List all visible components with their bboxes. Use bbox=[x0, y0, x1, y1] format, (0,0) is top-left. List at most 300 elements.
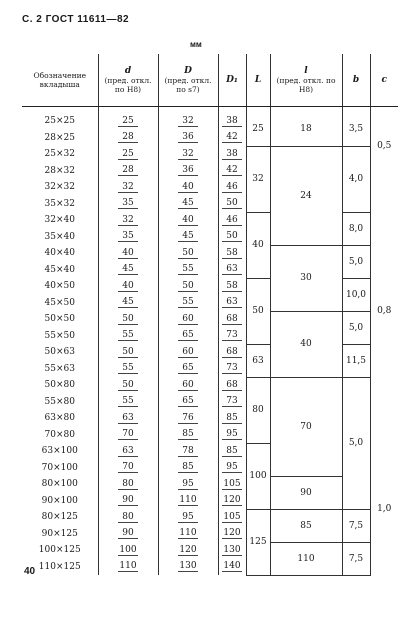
cell-d bbox=[98, 245, 158, 262]
cell-l bbox=[270, 542, 342, 575]
cell-D-value: 32 bbox=[178, 149, 198, 160]
cell-l-value: 30 bbox=[300, 273, 312, 283]
table-row bbox=[22, 245, 398, 262]
cell-D-value: 85 bbox=[178, 462, 198, 473]
cell-d bbox=[98, 361, 158, 378]
cell-d-value: 70 bbox=[118, 462, 138, 473]
cell-name-value: 110×125 bbox=[38, 561, 81, 572]
cell-D bbox=[158, 344, 218, 361]
cell-D1-value: 50 bbox=[222, 198, 242, 209]
cell-d bbox=[98, 427, 158, 444]
cell-D1-value: 130 bbox=[223, 544, 241, 555]
cell-d-value: 90 bbox=[118, 528, 138, 539]
cell-d-value: 110 bbox=[119, 561, 137, 572]
cell-name-value: 35×32 bbox=[44, 198, 75, 209]
table-row bbox=[22, 311, 398, 328]
cell-b-value: 5,0 bbox=[348, 256, 364, 267]
cell-d bbox=[98, 179, 158, 196]
cell-l-value: 85 bbox=[300, 520, 312, 531]
table-row bbox=[22, 344, 398, 361]
cell-b bbox=[342, 542, 370, 575]
cell-D1 bbox=[218, 212, 246, 229]
cell-d-value: 40 bbox=[118, 281, 138, 292]
cell-name-value: 28×32 bbox=[44, 165, 75, 176]
cell-name-value: 35×40 bbox=[44, 231, 75, 242]
cell-name-value: 80×125 bbox=[41, 512, 78, 523]
cell-name bbox=[22, 262, 98, 279]
cell-D1 bbox=[218, 476, 246, 493]
cell-name-value: 63×80 bbox=[44, 413, 75, 424]
cell-D-value: 85 bbox=[178, 429, 198, 440]
table-row bbox=[22, 377, 398, 394]
cell-D bbox=[158, 295, 218, 312]
cell-L bbox=[246, 212, 270, 278]
cell-c bbox=[370, 443, 398, 575]
cell-c-value: 0,5 bbox=[377, 141, 392, 151]
document-header: С. 2 ГОСТ 11611—82 bbox=[22, 14, 130, 25]
cell-name-value: 25×32 bbox=[44, 149, 75, 160]
cell-l bbox=[270, 311, 342, 377]
cell-name bbox=[22, 410, 98, 427]
col-header-D1: D₁ bbox=[218, 54, 246, 107]
table-body bbox=[22, 113, 398, 575]
cell-D bbox=[158, 245, 218, 262]
cell-d-value: 28 bbox=[118, 132, 138, 143]
cell-d bbox=[98, 311, 158, 328]
cell-D bbox=[158, 460, 218, 477]
cell-b-value: 10,0 bbox=[345, 289, 367, 300]
cell-L-value: 32 bbox=[252, 174, 264, 184]
cell-D1-value: 42 bbox=[222, 165, 242, 176]
cell-name bbox=[22, 394, 98, 411]
cell-d-value: 50 bbox=[118, 380, 138, 391]
cell-d-value: 55 bbox=[118, 363, 138, 374]
cell-c-value: 1,0 bbox=[377, 504, 392, 514]
cell-l-value: 90 bbox=[300, 487, 312, 498]
cell-name bbox=[22, 328, 98, 345]
cell-l bbox=[270, 146, 342, 245]
cell-name-value: 40×40 bbox=[44, 248, 75, 259]
cell-D1-value: 38 bbox=[222, 149, 242, 160]
cell-D-value: 110 bbox=[179, 528, 197, 539]
cell-D1-value: 68 bbox=[222, 347, 242, 358]
cell-name-value: 28×25 bbox=[44, 132, 75, 143]
cell-d bbox=[98, 295, 158, 312]
cell-d-value: 100 bbox=[119, 544, 137, 555]
cell-L bbox=[246, 278, 270, 344]
cell-D bbox=[158, 476, 218, 493]
cell-L-value: 80 bbox=[252, 405, 264, 415]
cell-d bbox=[98, 377, 158, 394]
cell-D1 bbox=[218, 509, 246, 526]
cell-L-value: 125 bbox=[249, 537, 267, 547]
cell-name bbox=[22, 493, 98, 510]
cell-name bbox=[22, 245, 98, 262]
cell-name bbox=[22, 526, 98, 543]
cell-d bbox=[98, 493, 158, 510]
cell-D1-value: 63 bbox=[222, 297, 242, 308]
cell-D1-value: 85 bbox=[222, 413, 242, 424]
cell-c bbox=[370, 113, 398, 179]
cell-name-value: 32×32 bbox=[44, 182, 75, 193]
cell-d-value: 80 bbox=[118, 512, 138, 523]
cell-L bbox=[246, 509, 270, 575]
cell-D1 bbox=[218, 361, 246, 378]
cell-l bbox=[270, 509, 342, 542]
cell-D bbox=[158, 130, 218, 147]
cell-D1 bbox=[218, 113, 246, 130]
cell-d-value: 70 bbox=[118, 429, 138, 440]
cell-d bbox=[98, 559, 158, 576]
cell-D-value: 60 bbox=[178, 347, 198, 358]
cell-D1 bbox=[218, 278, 246, 295]
cell-D bbox=[158, 361, 218, 378]
table-row bbox=[22, 212, 398, 229]
cell-D bbox=[158, 542, 218, 559]
col-header-l: l (пред. откл. по Н8) bbox=[270, 54, 342, 107]
cell-D-value: 78 bbox=[178, 446, 198, 457]
cell-b bbox=[342, 278, 370, 311]
cell-D1 bbox=[218, 262, 246, 279]
cell-name bbox=[22, 427, 98, 444]
table-header-row bbox=[22, 54, 398, 107]
page-number: 40 bbox=[24, 566, 36, 577]
cell-D1-value: 58 bbox=[222, 281, 242, 292]
cell-D1 bbox=[218, 344, 246, 361]
cell-l-value: 18 bbox=[300, 124, 312, 135]
cell-D bbox=[158, 113, 218, 130]
cell-name bbox=[22, 179, 98, 196]
cell-D1 bbox=[218, 460, 246, 477]
cell-d bbox=[98, 542, 158, 559]
cell-b bbox=[342, 509, 370, 542]
cell-d bbox=[98, 509, 158, 526]
cell-name bbox=[22, 278, 98, 295]
cell-l bbox=[270, 476, 342, 509]
cell-name bbox=[22, 344, 98, 361]
col-header-c: c bbox=[370, 54, 398, 107]
col-header-L: L bbox=[246, 54, 270, 107]
cell-name-value: 90×125 bbox=[41, 528, 78, 539]
cell-b-value: 11,5 bbox=[345, 355, 367, 366]
cell-name-value: 25×25 bbox=[44, 116, 75, 127]
cell-d bbox=[98, 476, 158, 493]
cell-name-value: 50×63 bbox=[44, 347, 75, 358]
cell-l bbox=[270, 113, 342, 146]
cell-D1 bbox=[218, 311, 246, 328]
cell-D1 bbox=[218, 245, 246, 262]
cell-name-value: 90×100 bbox=[41, 495, 78, 506]
cell-name bbox=[22, 361, 98, 378]
cell-L bbox=[246, 377, 270, 443]
cell-d-value: 32 bbox=[118, 215, 138, 226]
cell-b bbox=[342, 113, 370, 146]
cell-L-value: 25 bbox=[252, 124, 264, 135]
cell-b-value: 5,0 bbox=[348, 322, 364, 333]
cell-D-value: 36 bbox=[178, 132, 198, 143]
dimensions-table bbox=[22, 54, 398, 576]
table-row bbox=[22, 476, 398, 493]
cell-D bbox=[158, 410, 218, 427]
cell-name bbox=[22, 146, 98, 163]
cell-L bbox=[246, 146, 270, 212]
cell-d-value: 35 bbox=[118, 231, 138, 242]
cell-D1 bbox=[218, 196, 246, 213]
cell-d-value: 55 bbox=[118, 330, 138, 341]
cell-D1-value: 120 bbox=[223, 495, 241, 506]
cell-D1-value: 68 bbox=[222, 380, 242, 391]
cell-d-value: 55 bbox=[118, 396, 138, 407]
cell-b bbox=[342, 344, 370, 377]
cell-D1-value: 105 bbox=[223, 511, 241, 522]
cell-b bbox=[342, 146, 370, 212]
cell-name bbox=[22, 377, 98, 394]
col-header-D: D (пред. откл. по s7) bbox=[158, 54, 218, 107]
cell-d bbox=[98, 212, 158, 229]
cell-d-value: 45 bbox=[118, 297, 138, 308]
cell-name-value: 70×80 bbox=[44, 429, 75, 440]
table-row bbox=[22, 542, 398, 559]
cell-b-value: 8,0 bbox=[348, 223, 364, 234]
cell-D-value: 36 bbox=[178, 165, 198, 176]
col-header-name: Обозначение вкладыша bbox=[22, 54, 98, 107]
cell-D bbox=[158, 278, 218, 295]
cell-d bbox=[98, 146, 158, 163]
cell-name-value: 55×50 bbox=[44, 330, 75, 341]
cell-D1 bbox=[218, 328, 246, 345]
cell-D1-value: 140 bbox=[223, 561, 241, 572]
cell-L-value: 40 bbox=[252, 240, 264, 250]
cell-D-value: 40 bbox=[178, 182, 198, 193]
cell-D1-value: 95 bbox=[222, 429, 242, 440]
cell-d-value: 45 bbox=[118, 264, 138, 275]
cell-D bbox=[158, 328, 218, 345]
cell-D1 bbox=[218, 377, 246, 394]
cell-D bbox=[158, 377, 218, 394]
cell-D bbox=[158, 196, 218, 213]
cell-D1-value: 46 bbox=[222, 215, 242, 226]
cell-D1 bbox=[218, 394, 246, 411]
cell-d bbox=[98, 394, 158, 411]
cell-c bbox=[370, 179, 398, 443]
cell-L-value: 50 bbox=[252, 306, 264, 316]
col-header-b: b bbox=[342, 54, 370, 107]
cell-d bbox=[98, 262, 158, 279]
cell-name bbox=[22, 443, 98, 460]
table-row bbox=[22, 278, 398, 295]
cell-D-value: 65 bbox=[178, 396, 198, 407]
cell-D1 bbox=[218, 493, 246, 510]
cell-name bbox=[22, 509, 98, 526]
cell-name-value: 50×50 bbox=[44, 314, 75, 325]
table-row bbox=[22, 146, 398, 163]
cell-name-value: 55×80 bbox=[44, 396, 75, 407]
cell-D1 bbox=[218, 146, 246, 163]
cell-name bbox=[22, 542, 98, 559]
cell-D1-value: 50 bbox=[222, 231, 242, 242]
cell-d-value: 63 bbox=[118, 413, 138, 424]
cell-L bbox=[246, 344, 270, 377]
cell-name-value: 32×40 bbox=[44, 215, 75, 226]
cell-name-value: 45×50 bbox=[44, 297, 75, 308]
cell-d bbox=[98, 229, 158, 246]
cell-L bbox=[246, 443, 270, 509]
cell-D1 bbox=[218, 410, 246, 427]
cell-b-value: 4,0 bbox=[348, 174, 364, 184]
cell-D1 bbox=[218, 443, 246, 460]
cell-D bbox=[158, 526, 218, 543]
cell-name bbox=[22, 196, 98, 213]
cell-D1-value: 85 bbox=[222, 446, 242, 457]
table-row bbox=[22, 509, 398, 526]
cell-d-value: 80 bbox=[118, 479, 138, 490]
cell-d bbox=[98, 344, 158, 361]
cell-D1 bbox=[218, 229, 246, 246]
cell-D bbox=[158, 179, 218, 196]
cell-d-value: 28 bbox=[118, 165, 138, 176]
cell-D-value: 110 bbox=[179, 495, 197, 506]
cell-d bbox=[98, 113, 158, 130]
cell-D1-value: 38 bbox=[222, 116, 242, 127]
cell-name-value: 45×40 bbox=[44, 264, 75, 275]
units-label: мм bbox=[190, 40, 202, 49]
cell-name-value: 40×50 bbox=[44, 281, 75, 292]
cell-name-value: 50×80 bbox=[44, 380, 75, 391]
cell-D1-value: 95 bbox=[222, 462, 242, 473]
cell-d bbox=[98, 410, 158, 427]
cell-d bbox=[98, 163, 158, 180]
cell-d-value: 32 bbox=[118, 182, 138, 193]
cell-L-value: 100 bbox=[249, 471, 267, 481]
cell-D-value: 60 bbox=[178, 314, 198, 325]
cell-name bbox=[22, 311, 98, 328]
cell-b-value: 3,5 bbox=[348, 124, 364, 135]
cell-d bbox=[98, 278, 158, 295]
cell-D-value: 40 bbox=[178, 215, 198, 226]
cell-b-value: 5,0 bbox=[348, 438, 364, 448]
cell-d-value: 25 bbox=[118, 149, 138, 160]
cell-D bbox=[158, 311, 218, 328]
cell-D-value: 65 bbox=[178, 363, 198, 374]
cell-name bbox=[22, 476, 98, 493]
cell-name bbox=[22, 295, 98, 312]
cell-l bbox=[270, 377, 342, 476]
cell-name-value: 100×125 bbox=[38, 545, 81, 556]
col-header-d: d (пред. откл. по Н8) bbox=[98, 54, 158, 107]
cell-D1 bbox=[218, 526, 246, 543]
cell-b-value: 7,5 bbox=[348, 553, 364, 564]
cell-name bbox=[22, 163, 98, 180]
cell-D bbox=[158, 212, 218, 229]
cell-name bbox=[22, 212, 98, 229]
cell-D-value: 130 bbox=[179, 561, 197, 572]
cell-b bbox=[342, 212, 370, 245]
cell-D1-value: 73 bbox=[222, 363, 242, 374]
cell-D1 bbox=[218, 295, 246, 312]
cell-c-value: 0,8 bbox=[377, 306, 392, 316]
cell-D1-value: 105 bbox=[223, 478, 241, 489]
cell-D-value: 50 bbox=[178, 281, 198, 292]
cell-D1-value: 68 bbox=[222, 314, 242, 325]
cell-D-value: 60 bbox=[178, 380, 198, 391]
cell-d bbox=[98, 526, 158, 543]
cell-D bbox=[158, 163, 218, 180]
cell-l bbox=[270, 245, 342, 311]
cell-D-value: 95 bbox=[178, 512, 198, 523]
cell-D1-value: 63 bbox=[222, 264, 242, 275]
cell-name-value: 70×100 bbox=[41, 462, 78, 473]
cell-b bbox=[342, 311, 370, 344]
cell-D1-value: 42 bbox=[222, 132, 242, 143]
cell-L-value: 63 bbox=[252, 355, 264, 366]
cell-name bbox=[22, 229, 98, 246]
cell-D-value: 95 bbox=[178, 479, 198, 490]
cell-D bbox=[158, 559, 218, 576]
cell-D bbox=[158, 427, 218, 444]
cell-D-value: 45 bbox=[178, 198, 198, 209]
cell-D bbox=[158, 262, 218, 279]
cell-D-value: 55 bbox=[178, 264, 198, 275]
cell-L bbox=[246, 113, 270, 146]
cell-d-value: 35 bbox=[118, 198, 138, 209]
cell-name-value: 55×63 bbox=[44, 363, 75, 374]
cell-D-value: 45 bbox=[178, 231, 198, 242]
cell-b bbox=[342, 377, 370, 509]
cell-b bbox=[342, 245, 370, 278]
cell-d-value: 25 bbox=[118, 116, 138, 127]
cell-l-value: 40 bbox=[300, 339, 312, 349]
cell-name bbox=[22, 460, 98, 477]
cell-D bbox=[158, 146, 218, 163]
table-row bbox=[22, 113, 398, 130]
cell-l-value: 110 bbox=[297, 553, 315, 564]
cell-d-value: 63 bbox=[118, 446, 138, 457]
cell-D-value: 50 bbox=[178, 248, 198, 259]
cell-name-value: 63×100 bbox=[41, 446, 78, 457]
cell-name bbox=[22, 113, 98, 130]
cell-D bbox=[158, 229, 218, 246]
cell-D1 bbox=[218, 542, 246, 559]
cell-D-value: 32 bbox=[178, 116, 198, 127]
cell-D-value: 65 bbox=[178, 330, 198, 341]
cell-d bbox=[98, 196, 158, 213]
cell-D1-value: 58 bbox=[222, 248, 242, 259]
cell-d-value: 90 bbox=[118, 495, 138, 506]
cell-D-value: 55 bbox=[178, 297, 198, 308]
cell-d bbox=[98, 443, 158, 460]
cell-D1-value: 73 bbox=[222, 330, 242, 341]
cell-D1 bbox=[218, 559, 246, 576]
cell-D bbox=[158, 394, 218, 411]
cell-D bbox=[158, 509, 218, 526]
cell-d bbox=[98, 130, 158, 147]
cell-d-value: 50 bbox=[118, 314, 138, 325]
cell-D bbox=[158, 443, 218, 460]
cell-b-value: 7,5 bbox=[348, 520, 364, 531]
cell-D bbox=[158, 493, 218, 510]
cell-D-value: 120 bbox=[179, 544, 197, 555]
cell-name-value: 80×100 bbox=[41, 479, 78, 490]
cell-D1 bbox=[218, 179, 246, 196]
cell-d bbox=[98, 328, 158, 345]
cell-D1 bbox=[218, 130, 246, 147]
cell-d bbox=[98, 460, 158, 477]
cell-name bbox=[22, 130, 98, 147]
cell-D-value: 76 bbox=[178, 413, 198, 424]
cell-l-value: 70 bbox=[300, 421, 312, 432]
cell-D1-value: 120 bbox=[223, 528, 241, 539]
cell-D1-value: 46 bbox=[222, 182, 242, 193]
